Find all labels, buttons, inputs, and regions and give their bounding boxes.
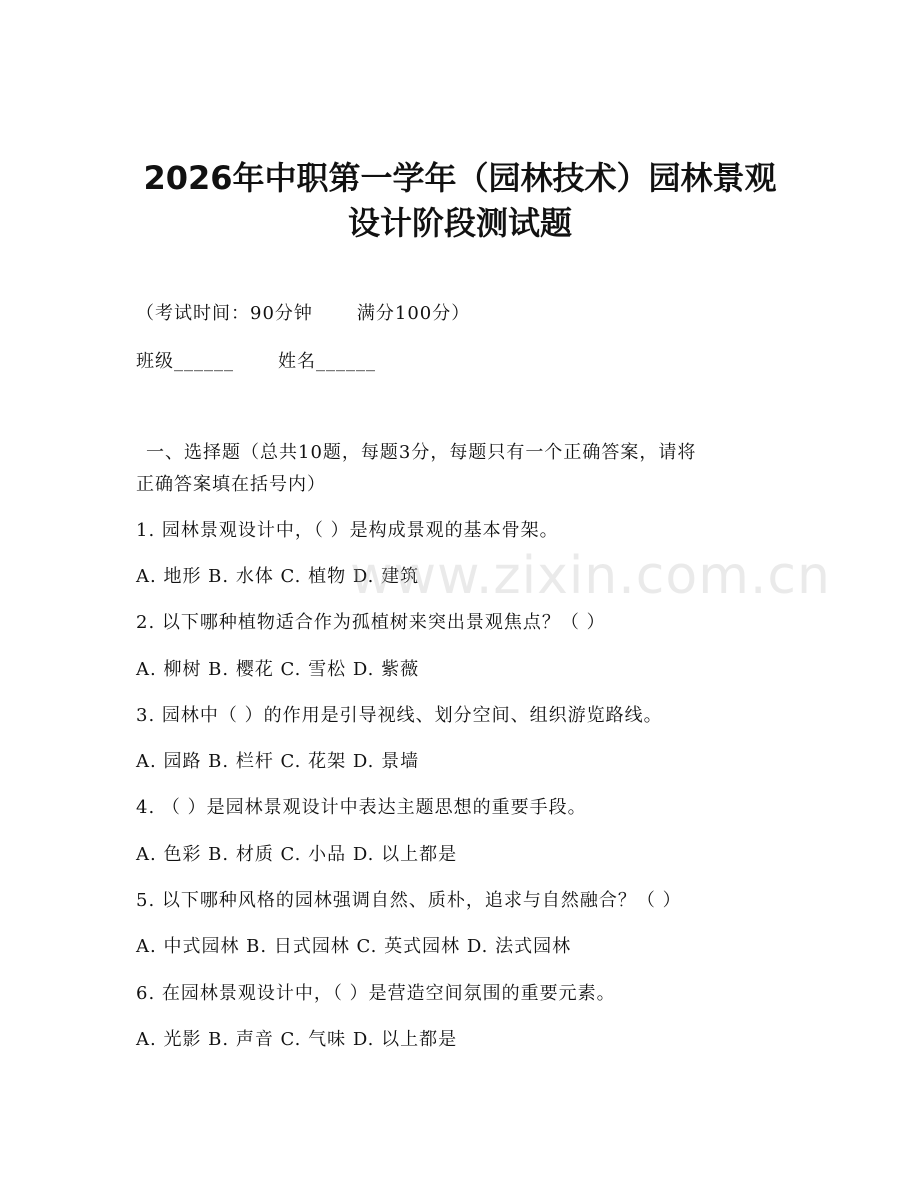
question-4-options: A. 色彩 B. 材质 C. 小品 D. 以上都是 <box>136 844 458 865</box>
question-6: 6. 在园林景观设计中，（ ）是营造空间氛围的重要元素。 <box>136 983 616 1004</box>
student-fields <box>136 349 376 375</box>
section-heading-line-2: 正确答案填在括号内） <box>136 474 326 495</box>
watermark: www.zixin.com.cn <box>350 546 831 606</box>
exam-full-score: 满分100分） <box>356 303 471 324</box>
exam-time: （考试时间：90分钟 <box>136 303 313 324</box>
question-1: 1. 园林景观设计中，（ ）是构成景观的基本骨架。 <box>136 520 559 541</box>
question-5: 5. 以下哪种风格的园林强调自然、质朴，追求与自然融合？（ ） <box>136 890 682 911</box>
section-heading-line-1: 一、选择题（总共10题，每题3分，每题只有一个正确答案，请将 <box>146 442 697 463</box>
question-3: 3. 园林中（ ）的作用是引导视线、划分空间、组织游览路线。 <box>136 705 663 726</box>
class-field: 班级______ <box>136 351 234 372</box>
question-6-options: A. 光影 B. 声音 C. 气味 D. 以上都是 <box>136 1029 458 1050</box>
name-field: 姓名______ <box>278 351 376 372</box>
question-4: 4. （ ）是园林景观设计中表达主题思想的重要手段。 <box>136 797 587 818</box>
question-1-options: A. 地形 B. 水体 C. 植物 D. 建筑 <box>136 566 420 587</box>
exam-info <box>136 301 470 327</box>
question-2-options: A. 柳树 B. 樱花 C. 雪松 D. 紫薇 <box>136 659 420 680</box>
question-5-options: A. 中式园林 B. 日式园林 C. 英式园林 D. 法式园林 <box>136 936 572 957</box>
question-3-options: A. 园路 B. 栏杆 C. 花架 D. 景墙 <box>136 751 420 772</box>
question-2: 2. 以下哪种植物适合作为孤植树来突出景观焦点？（ ） <box>136 612 606 633</box>
title-line-1: 2026年中职第一学年（园林技术）园林景观 <box>143 159 777 197</box>
title-line-2: 设计阶段测试题 <box>347 204 572 242</box>
